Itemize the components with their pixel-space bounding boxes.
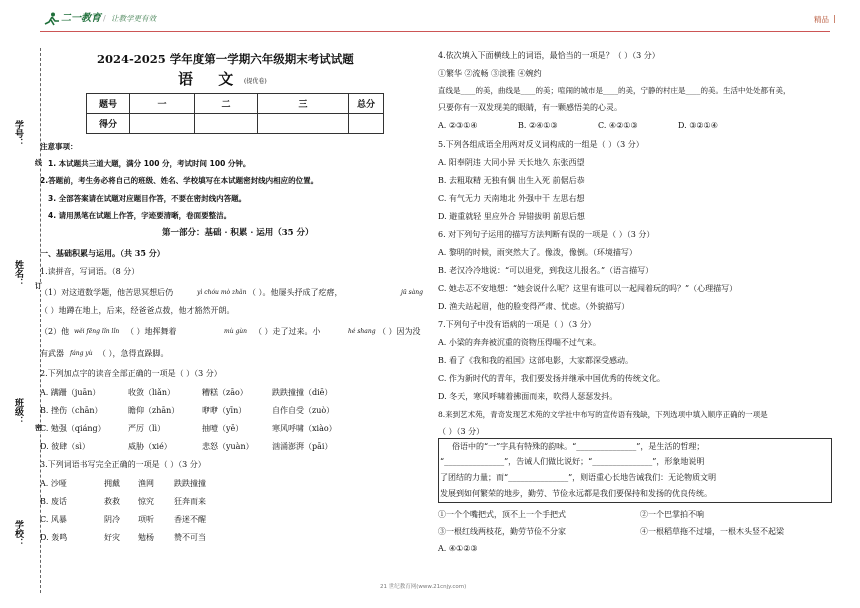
- option-item[interactable]: C. 有气无力 天南地北 外强中干 左思右想: [438, 194, 585, 203]
- runner-icon: [44, 12, 60, 26]
- option-item[interactable]: ④一根稻草拖不过墙，一根木头竖不起梁: [640, 527, 784, 536]
- option-item[interactable]: 惊究: [138, 497, 154, 506]
- question-1: 1.读拼音，写词语。（8 分）: [40, 267, 140, 276]
- score-cell: 题号: [87, 94, 130, 114]
- option-item[interactable]: 严厉（lì）: [128, 424, 166, 433]
- option-item[interactable]: 自作自受（zuò）: [272, 406, 335, 415]
- option-item[interactable]: 跌跌撞撞（diē）: [272, 388, 333, 397]
- header-divider-slash: /: [103, 14, 106, 23]
- option-item[interactable]: D. 避重就轻 里应外合 异错拔明 前思后想: [438, 212, 585, 221]
- option-item[interactable]: 赞不可当: [174, 533, 206, 542]
- option-item[interactable]: B. 挫伤（chān）: [40, 406, 103, 415]
- option-item[interactable]: 项听: [138, 515, 154, 524]
- option-item[interactable]: 瞻仰（zhān）: [128, 406, 180, 415]
- option-item[interactable]: 咿咿（yīn）: [202, 406, 247, 415]
- footer-watermark: 21 世纪教育网(www.21cnjy.com): [380, 584, 467, 590]
- option-item[interactable]: 寒风呼啸（xiào）: [272, 424, 337, 433]
- q8-box-line: 了团结的力量；而“_______________”，则语重心长地告诫我们：无论物质文明: [440, 473, 717, 482]
- option-item[interactable]: C. 风暴: [40, 515, 67, 524]
- score-cell: 得分: [87, 114, 130, 134]
- option-item[interactable]: D. ③②①④: [678, 121, 718, 130]
- option-item[interactable]: 香迷不醒: [174, 515, 206, 524]
- option-item[interactable]: 抽噎（yē）: [202, 424, 244, 433]
- option-item[interactable]: 勉杨: [138, 533, 154, 542]
- option-item[interactable]: D. 冬天，寒风呼啸着拂面而来，吹得人瑟瑟发抖。: [438, 392, 618, 401]
- exam-title: 2024-2025 学年度第一学期六年级期末考试试题: [97, 52, 354, 66]
- score-table: [86, 93, 384, 134]
- header-slogan: 让教学更有效: [111, 14, 156, 23]
- q4-text: 直线是____的美，曲线是____的美；喧闹的城市是____的美，宁静的村庄是____的美。生活中处处都有美，: [438, 86, 791, 95]
- option-item[interactable]: B. 看了《我和我的祖国》这部电影，大家都深受感动。: [438, 356, 633, 365]
- option-item[interactable]: 渔网: [138, 479, 154, 488]
- notice-item: 2.答题前，考生务必将自己的班级、姓名、学校填写在本试题密封线内相应的位置。: [40, 176, 319, 185]
- option-item[interactable]: ③一根红线两枝花，勤劳节俭不分家: [438, 527, 566, 536]
- score-input[interactable]: [258, 114, 349, 134]
- pinyin: fáng yù: [70, 350, 93, 357]
- option-item[interactable]: A. ②③①④: [438, 121, 478, 130]
- seal-line: [40, 48, 41, 593]
- option-item[interactable]: ①一个个嘴把式，顶不上一个手把式: [438, 510, 566, 519]
- notice-item: 3. 全部答案请在试题对应题目作答，不要在密封线内答题。: [48, 194, 247, 203]
- score-input[interactable]: [349, 114, 384, 134]
- option-item[interactable]: B. 去粗取精 无独有偶 出生入死 前倨后恭: [438, 176, 585, 185]
- notice-title: 注意事项：: [40, 142, 78, 151]
- pinyin: hé shang: [348, 328, 376, 335]
- notice-item: 4. 请用黑笔在试题上作答，字迹要清晰，卷面要整洁。: [48, 211, 232, 220]
- q1-line: （ ）走了过来。小: [254, 327, 321, 336]
- q8-box-line: 发展到如何繁荣的地步，勤劳、节俭永远都是我们要保持和发扬的优良传统。: [440, 489, 712, 498]
- q8-box-line: 俗语中的“一”字具有特殊的韵味。“_______________”，是生活的哲理；: [452, 442, 705, 451]
- q1-line: （ ）。他屡头抒成了疙瘩，: [248, 288, 343, 297]
- option-item[interactable]: C. 她忐忑不安地想：“她会说什么呢？这里有谁可以一起闯着玩的吗？”（心理描写）: [438, 284, 738, 293]
- q4-words: ①繁华 ②流畅 ③淡雅 ④婉约: [438, 69, 542, 78]
- subject-note: (提优卷): [244, 78, 267, 85]
- name-label: 姓名：: [13, 260, 23, 287]
- q1-line: （ ），急得直跺脚。: [98, 349, 169, 358]
- q1-line: （ ）因为没: [378, 327, 421, 336]
- option-item[interactable]: A. 小梁的奔奔被沉重的资物压得喘不过气来。: [438, 338, 601, 347]
- option-item[interactable]: D. 彼肆（sì）: [40, 442, 90, 451]
- section1-title: 一、基础积累与运用。（共 35 分）: [40, 248, 165, 258]
- seal-char: 密: [35, 424, 42, 432]
- option-item[interactable]: 狂奔而来: [174, 497, 206, 506]
- option-item[interactable]: A. ④①②③: [438, 544, 478, 553]
- question-2: 2.下列加点字的读音全部正确的一项是（ ）（3 分）: [40, 369, 222, 378]
- option-item[interactable]: C. 勉强（qiáng）: [40, 424, 106, 433]
- pinyin: wěi fēng lǐn lǐn: [74, 328, 120, 335]
- part1-title: 第一部分：基础 · 积累 · 运用（35 分）: [162, 228, 314, 238]
- student-id-label: 学号：: [13, 120, 23, 147]
- option-item[interactable]: 跌跌撞撞: [174, 479, 206, 488]
- pinyin: yì chóu mò zhǎn: [197, 289, 247, 296]
- score-cell: 三: [258, 94, 349, 114]
- q1-line: （ ）地挥舞着: [126, 327, 177, 336]
- question-5: 5.下列各组成语全用两对反义词构成的一组是（ ）（3 分）: [438, 140, 644, 149]
- subject-title: 语 文: [178, 70, 244, 88]
- score-table-row: [87, 114, 384, 134]
- q1-line: （1）对这道数学题，他苦思冥想后仍: [40, 288, 174, 297]
- question-7: 7.下列句子中没有语病的一项是（ ）（3 分）: [438, 320, 596, 329]
- q8-box-line: “_______________”，告诫人们做比说好；“_______________”，形象地说明: [440, 457, 705, 466]
- option-item[interactable]: A. 黎明的时候，雨突然大了。像泼，像倒。（环境描写）: [438, 248, 637, 257]
- q1-line: 有武器: [40, 349, 64, 358]
- score-cell: 总分: [349, 94, 384, 114]
- question-3: 3.下列词语书写完全正确的一项是（ ）（3 分）: [40, 460, 206, 469]
- option-item[interactable]: 拥戴: [104, 479, 120, 488]
- header-right-bar: |: [833, 14, 836, 23]
- q1-line: （ ）地蹲在地上，后来，经爸爸点拨，他才豁然开朗。: [40, 306, 235, 315]
- question-6: 6. 对下列句子运用的描写方法判断有误的一项是（ ）（3 分）: [438, 230, 655, 239]
- score-input[interactable]: [130, 114, 195, 134]
- question-8-cont: （ ）（3 分）: [438, 427, 485, 436]
- option-item[interactable]: 悲怒（yuàn）: [202, 442, 254, 451]
- option-item[interactable]: D. 轰鸣: [40, 533, 68, 542]
- q4-text: 只要你有一双发现美的眼睛，有一颗感悟美的心灵。: [438, 103, 622, 112]
- logo-text: 二一教育: [61, 13, 101, 24]
- score-table-header: [87, 94, 384, 114]
- header-logo: [44, 11, 104, 27]
- notice-item: 1. 本试题共三道大题，满分 100 分，考试时间 100 分钟。: [48, 159, 251, 168]
- q1-line: （2）他: [40, 327, 70, 336]
- class-label: 班级：: [13, 398, 23, 425]
- option-item[interactable]: B. 老汉冷冷地说：“可以退党，到我这儿报名。”（语言描写）: [438, 266, 654, 275]
- seal-char: 线: [35, 159, 42, 167]
- seal-char: 订: [35, 282, 42, 290]
- school-label: 学校：: [13, 520, 23, 547]
- option-item[interactable]: B. 废话: [40, 497, 67, 506]
- option-item[interactable]: A. 沙哑: [40, 479, 67, 488]
- option-item[interactable]: A. 蹒跚（juān）: [40, 388, 101, 397]
- header-right-label: 精品: [814, 15, 829, 24]
- option-item[interactable]: 好灾: [104, 533, 120, 542]
- question-4: 4.依次填入下面横线上的词语，最恰当的一项是？（ ）（3 分）: [438, 51, 660, 60]
- option-item[interactable]: 糟糕（zāo）: [202, 388, 248, 397]
- option-item[interactable]: C. ④②①③: [598, 121, 638, 130]
- option-item[interactable]: 救救: [104, 497, 120, 506]
- question-8: 8.来到艺术苑，青奇发现艺术苑的文学社中布写的宣传语有残缺，下列选项中填入顺序正确的一项是: [438, 410, 768, 419]
- score-cell: 二: [195, 94, 258, 114]
- option-item[interactable]: 收敛（liǎn）: [128, 388, 176, 397]
- pinyin: jū sàng: [401, 289, 423, 296]
- score-input[interactable]: [195, 114, 258, 134]
- option-item[interactable]: D. 渔夫站起眉，他的脸变得严肃、忧虑。（外貌描写）: [438, 302, 630, 311]
- option-item[interactable]: 汹涌澎湃（pāi）: [272, 442, 333, 451]
- score-cell: 一: [130, 94, 195, 114]
- header-rule: [40, 31, 830, 32]
- option-item[interactable]: A. 阳奉阴违 大同小异 天长地久 东张西望: [438, 158, 585, 167]
- option-item[interactable]: 阴冷: [104, 515, 120, 524]
- option-item[interactable]: ②一个巴掌拍不响: [640, 510, 704, 519]
- option-item[interactable]: 威胁（xié）: [128, 442, 172, 451]
- option-item[interactable]: C. 作为新时代的青年，我们要发扬并继承中国优秀的传统文化。: [438, 374, 665, 383]
- pinyin: mù gùn: [224, 328, 248, 335]
- option-item[interactable]: B. ②④①③: [518, 121, 558, 130]
